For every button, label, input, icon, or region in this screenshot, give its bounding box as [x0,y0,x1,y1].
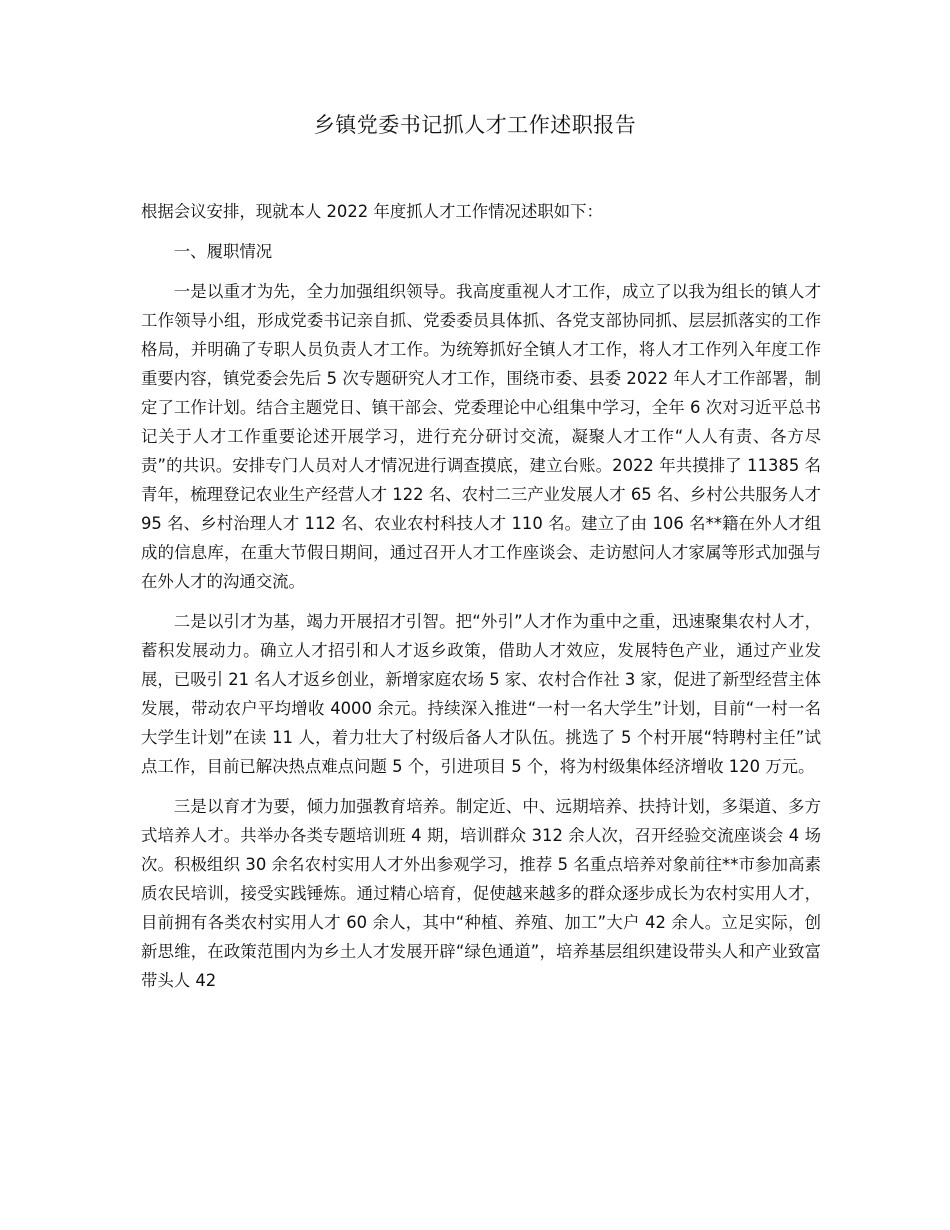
body-paragraph-3: 三是以育才为要，倾力加强教育培养。制定近、中、远期培养、扶持计划，多渠道、多方式培养人才。共举办各类专题培训班 4 期，培训群众 312 余人次，召开经验交流座谈会 4 场次。积极组织 30 余名农村实用人才外出参观学习，推荐 5 名重点培养对象前往**市参加高素质农民培训，接受实践锤炼。通过精心培育，促使越来越多的群众逐步成长为农村实用人才，目前拥有各类农村实用人才 60 余人，其中“种植、养殖、加工”大户 42 余人。立足实际，创新思维，在政策范围内为乡土人才发展开辟“绿色通道”，培养基层组织建设带头人和产业致富带头人 42 [141,797,821,990]
document-body [141,197,821,995]
body-paragraph-1: 一是以重才为先，全力加强组织领导。我高度重视人才工作，成立了以我为组长的镇人才工作领导小组，形成党委书记亲自抓、党委委员具体抓、各党支部协同抓、层层抓落实的工作格局，并明确了专职人员负责人才工作。为统筹抓好全镇人才工作，将人才工作列入年度工作重要内容，镇党委会先后 5 次专题研究人才工作，围绕市委、县委 2022 年人才工作部署，制定了工作计划。结合主题党日、镇干部会、党委理论中心组集中学习，全年 6 次对习近平总书记关于人才工作重要论述开展学习，进行充分研讨交流，凝聚人才工作“人人有责、各方尽责”的共识。安排专门人员对人才情况进行调查摸底，建立台账。2022 年共摸排了 11385 名青年，梳理登记农业生产经营人才 122 名、农村二三产业发展人才 65 名、乡村公共服务人才 95 名、乡村治理人才 112 名、农业农村科技人才 110 名。建立了由 106 名**籍在外人才组成的信息库，在重大节假日期间，通过召开人才工作座谈会、走访慰问人才家属等形式加强与在外人才的沟通交流。 [141,282,821,591]
section-heading: 一、履职情况 [173,242,273,261]
body-paragraph-2: 二是以引才为基，竭力开展招才引智。把“外引”人才作为重中之重，迅速聚集农村人才，蓄积发展动力。确立人才招引和人才返乡政策，借助人才效应，发展特色产业，通过产业发展，已吸引 21 名人才返乡创业，新增家庭农场 5 家、农村合作社 3 家，促进了新型经营主体发展，带动农户平均增收 4000 余元。持续深入推进“一村一名大学生”计划，目前“一村一名大学生计划”在读 11 人，着力壮大了村级后备人才队伍。挑选了 5 个村开展“特聘村主任”试点工作，目前已解决热点难点问题 5 个，引进项目 5 个，将为村级集体经济增收 120 万元。 [141,612,821,776]
intro-paragraph: 根据会议安排，现就本人 2022 年度抓人才工作情况述职如下： [141,202,603,221]
document-title: 乡镇党委书记抓人才工作述职报告 [313,113,637,137]
